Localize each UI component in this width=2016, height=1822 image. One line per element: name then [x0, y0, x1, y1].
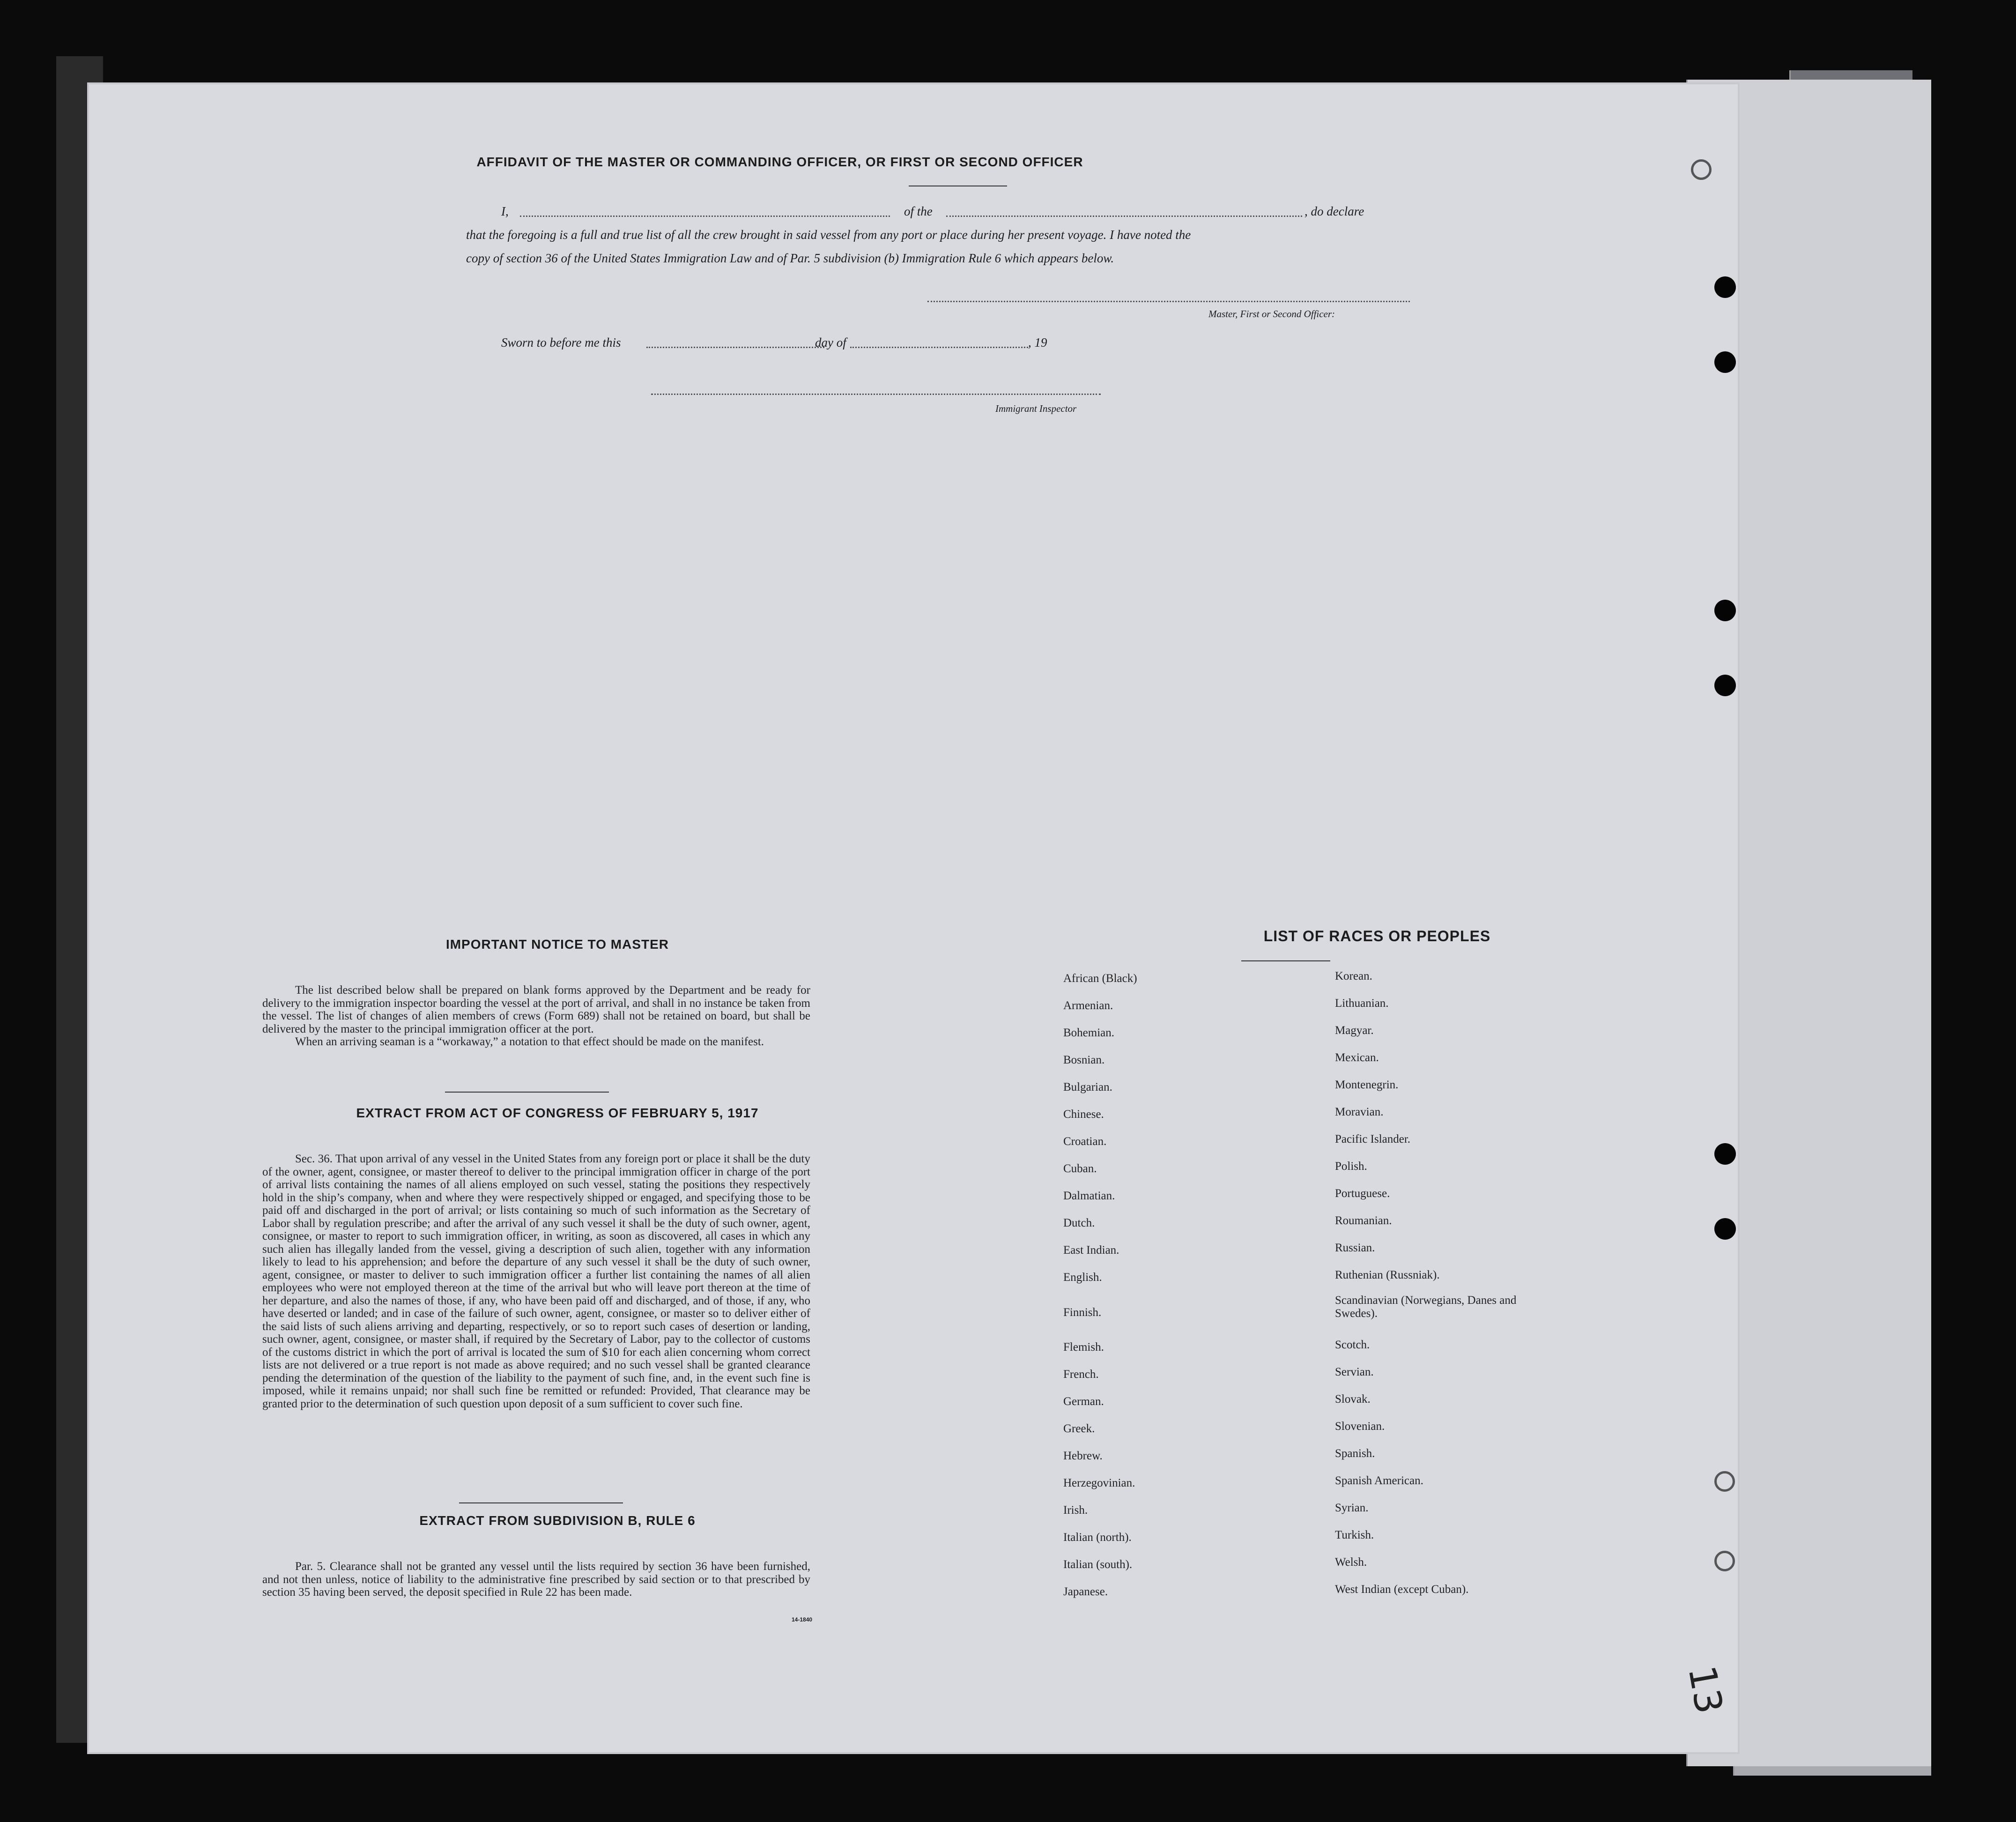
race-item: Montenegrin. — [1335, 1078, 1399, 1091]
race-item: Bosnian. — [1063, 1054, 1105, 1066]
punch-hole — [1714, 351, 1736, 373]
notice-paragraph-2: When an arriving seaman is a “workaway,” a notation to that effect should be made on the manifest. — [295, 1035, 764, 1048]
race-item: Armenian. — [1063, 999, 1113, 1012]
vessel-field[interactable] — [946, 216, 1302, 217]
race-item: Scandinavian (Norwegians, Danes and Swedes). — [1335, 1294, 1517, 1320]
race-item: Chinese. — [1063, 1108, 1104, 1121]
race-item: Irish. — [1063, 1504, 1088, 1517]
affidavit-line1-prefix: I, — [501, 204, 509, 218]
divider — [445, 1092, 609, 1093]
rule-paragraph-5-text: Par. 5. Clearance shall not be granted any vessel until the lists required by section 36 have been furnished, and not then unless, notice of liability to the administrative fine prescribed by said section or to that prescribed by section 35 having been served, the deposit specified in Rule 22 has been made. — [262, 1560, 810, 1599]
race-item: East Indian. — [1063, 1244, 1119, 1257]
race-item: Flemish. — [1063, 1341, 1104, 1353]
form-number: 14-1840 — [792, 1616, 813, 1623]
race-item: Portuguese. — [1335, 1187, 1390, 1200]
punch-hole — [1714, 600, 1736, 621]
act-title: EXTRACT FROM ACT OF CONGRESS OF FEBRUARY 5, 1917 — [356, 1106, 759, 1120]
race-item: West Indian (except Cuban). — [1335, 1583, 1469, 1596]
document-sheet — [89, 84, 1738, 1752]
race-item: French. — [1063, 1368, 1099, 1381]
race-item: Bulgarian. — [1063, 1081, 1112, 1093]
race-item: Greek. — [1063, 1422, 1095, 1435]
race-item: Mexican. — [1335, 1051, 1379, 1064]
race-item: Moravian. — [1335, 1106, 1384, 1118]
race-item: Herzegovinian. — [1063, 1477, 1135, 1489]
notice-body — [262, 984, 810, 1049]
race-item: Spanish American. — [1335, 1474, 1423, 1487]
race-item: Slovak. — [1335, 1393, 1371, 1406]
affidavit-of-the: of the — [904, 204, 933, 218]
race-item: Croatian. — [1063, 1135, 1107, 1148]
race-item: Russian. — [1335, 1242, 1375, 1254]
race-item: Japanese. — [1063, 1585, 1108, 1598]
race-item: Magyar. — [1335, 1024, 1374, 1037]
punch-hole — [1714, 276, 1736, 298]
master-signature-field[interactable] — [927, 301, 1410, 302]
act-body — [262, 1153, 810, 1410]
inspector-signature-field[interactable] — [651, 394, 1101, 395]
race-item: Syrian. — [1335, 1502, 1369, 1514]
sworn-year: , 19 — [1028, 335, 1047, 350]
sworn-month-field[interactable] — [850, 347, 1028, 348]
sworn-day-of: day of — [815, 335, 846, 350]
race-item: Turkish. — [1335, 1529, 1374, 1541]
divider — [1241, 960, 1330, 961]
rule-body — [262, 1560, 810, 1599]
name-field[interactable] — [520, 216, 890, 217]
race-item: Dutch. — [1063, 1217, 1095, 1229]
sworn-prefix: Sworn to before me this — [501, 335, 621, 350]
race-item: Italian (north). — [1063, 1531, 1132, 1544]
notice-paragraph-1: The list described below shall be prepared on blank forms approved by the Department and be ready for delivery to the immigration inspector boarding the vessel at the port of arrival, and shall in no instance be taken from the vessel. The list of changes of alien members of crews (Form 689) shall not be retained on board, but shall be delivered by the master to the principal immigration officer at the port. — [262, 984, 810, 1035]
notice-title: IMPORTANT NOTICE TO MASTER — [445, 937, 669, 952]
race-item: Lithuanian. — [1335, 997, 1389, 1010]
handwritten-page-number: 13 — [1680, 1662, 1731, 1717]
punch-hole — [1714, 1218, 1736, 1240]
race-item: Spanish. — [1335, 1447, 1375, 1460]
race-item: Polish. — [1335, 1160, 1367, 1173]
race-item: German. — [1063, 1395, 1104, 1408]
race-item: English. — [1063, 1271, 1102, 1284]
races-title: LIST OF RACES OR PEOPLES — [1263, 928, 1491, 944]
punch-hole — [1714, 1471, 1735, 1492]
race-item: Bohemian. — [1063, 1026, 1115, 1039]
affidavit-line3: copy of section 36 of the United States Immigration Law and of Par. 5 subdivision (b) Immigration Rule 6 which appears below. — [466, 251, 1114, 265]
punch-hole — [1691, 159, 1712, 180]
race-item: Welsh. — [1335, 1556, 1367, 1569]
race-item: Hebrew. — [1063, 1450, 1103, 1462]
race-item: Finnish. — [1063, 1306, 1102, 1319]
race-item: Korean. — [1335, 970, 1372, 982]
race-item: African (Black) — [1063, 972, 1137, 985]
affidavit-do-declare: , do declare — [1304, 204, 1364, 218]
inspector-label: Immigrant Inspector — [995, 403, 1077, 414]
master-signature-label: Master, First or Second Officer: — [1208, 308, 1335, 320]
punch-hole — [1714, 1143, 1736, 1165]
race-item: Italian (south). — [1063, 1558, 1133, 1571]
rule-title: EXTRACT FROM SUBDIVISION B, RULE 6 — [419, 1513, 696, 1528]
race-item: Scotch. — [1335, 1339, 1370, 1351]
sworn-day-field[interactable] — [646, 347, 824, 348]
race-item: Servian. — [1335, 1366, 1374, 1378]
race-item: Slovenian. — [1335, 1420, 1385, 1433]
punch-hole — [1714, 1551, 1735, 1571]
punch-hole — [1714, 675, 1736, 696]
race-item: Roumanian. — [1335, 1214, 1392, 1227]
race-item: Pacific Islander. — [1335, 1133, 1411, 1145]
race-item: Ruthenian (Russniak). — [1335, 1269, 1440, 1281]
race-item: Cuban. — [1063, 1162, 1097, 1175]
affidavit-line2: that the foregoing is a full and true list of all the crew brought in said vessel from any port or place during her present voyage. I have noted the — [466, 228, 1191, 242]
race-item: Dalmatian. — [1063, 1190, 1115, 1202]
affidavit-title: AFFIDAVIT OF THE MASTER OR COMMANDING OFFICER, OR FIRST OR SECOND OFFICER — [476, 155, 1083, 169]
act-section-36-text: Sec. 36. That upon arrival of any vessel in the United States from any foreign port or place it shall be the duty of the owner, agent, consignee, or master thereof to deliver to the principal immigration officer in charge of the port of arrival lists containing the names of all aliens employed on such vessel, stating the positions they respectively hold in the ship’s company, when and where they were respectively shipped or engaged, and specifying those to be paid off and discharged in the port of arrival; or lists containing so much of such information as the Secretary of Labor shall by regulation prescribe; and after the arrival of any such vessel it shall be the duty of such owner, agent, consignee, or master to report to such immigration officer, in writing, as soon as discovered, all cases in which any such alien has illegally landed from the vessel, giving a description of such alien, together with any information likely to lead to his apprehension; and before the departure of any such vessel it shall be the duty of such owner, agent, consignee, or master to deliver to such immigration officer a further list containing the names of all alien employees who were not employed thereon at the time of the arrival but who will leave port thereon at the time of her departure, and also the names of those, if any, who have been paid off and discharged, and of those, if any, who have deserted or landed; and in case of the failure of such owner, agent, consignee, or master so to deliver either of the said lists of such aliens arriving and departing, respectively, or so to report such cases of desertion or landing, such owner, agent, consignee, or master shall, if required by the Secretary of Labor, pay to the collector of customs of the customs district in which the port of arrival is located the sum of $10 for each alien concerning whom correct lists are not delivered or a true report is not made as above required; and no such vessel shall be granted clearance pending the determination of the question of the liability to the payment of such fine, and, in the event such fine is imposed, while it remains unpaid; nor shall such fine be remitted or refunded: Provided, That clearance may be granted prior to the determination of such question upon deposit of a sum sufficient to cover such fine. — [262, 1153, 810, 1410]
divider — [459, 1502, 623, 1503]
